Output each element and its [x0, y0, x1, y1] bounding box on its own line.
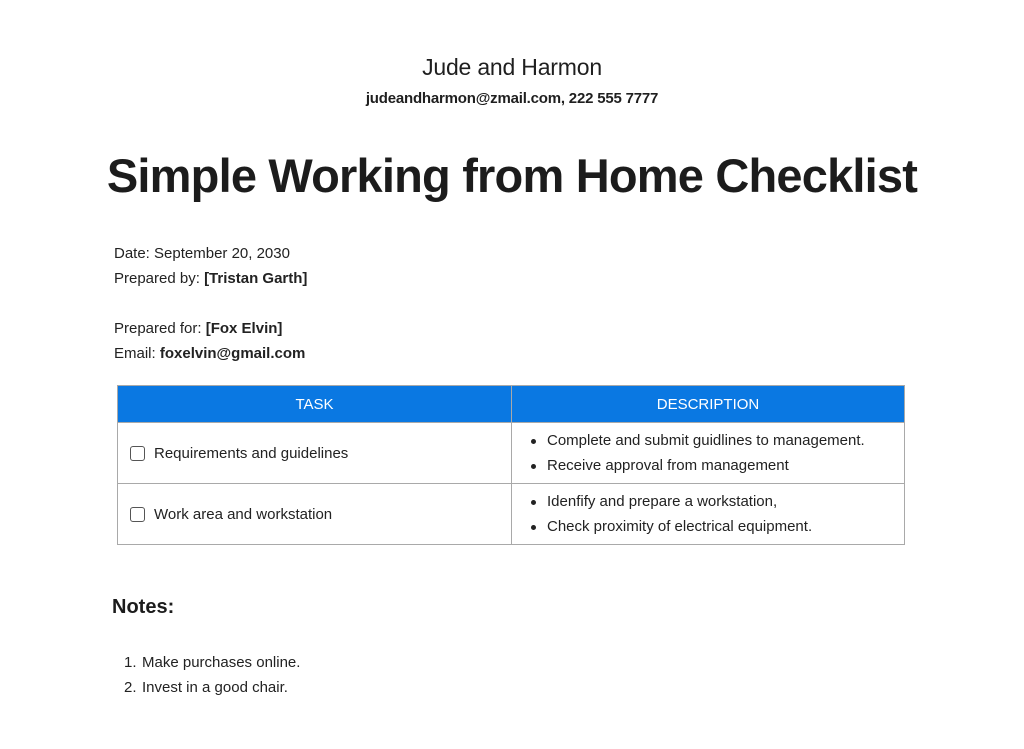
company-name: Jude and Harmon — [422, 54, 602, 80]
description-item: Idenfify and prepare a workstation, — [528, 489, 904, 514]
prepared-for-label: Prepared for: — [114, 320, 202, 337]
table-row — [118, 484, 905, 545]
prepared-by-label: Prepared by: — [114, 270, 200, 287]
note-item — [124, 675, 300, 700]
column-header-description: DESCRIPTION — [512, 386, 905, 423]
meta-email — [114, 345, 305, 362]
table-row — [118, 423, 905, 484]
email-value: foxelvin@gmail.com — [159, 345, 306, 362]
task-checkbox[interactable] — [130, 446, 145, 461]
company-contact: judeandharmon@zmail.com, 222 555 7777 — [365, 90, 659, 107]
task-label: Work area and workstation — [154, 505, 333, 523]
task-cell — [118, 484, 512, 545]
description-item: Receive approval from management — [528, 453, 904, 478]
meta-prepared-by — [114, 270, 307, 287]
note-number: 1. — [124, 654, 137, 671]
document-title: Simple Working from Home Checklist — [106, 149, 918, 202]
column-header-task: TASK — [118, 386, 512, 423]
prepared-by-value: [Tristan Garth] — [204, 270, 308, 287]
date-value: September 20, 2030 — [154, 245, 290, 262]
description-list — [528, 428, 904, 478]
prepared-for-value: [Fox Elvin] — [205, 320, 283, 337]
description-item: Complete and submit guidlines to management. — [528, 428, 904, 453]
note-number: 2. — [124, 679, 137, 696]
task-cell — [118, 423, 512, 484]
description-list — [528, 489, 904, 539]
meta-prepared-for — [114, 320, 282, 337]
note-text: Invest in a good chair. — [142, 679, 288, 696]
date-label: Date: — [114, 245, 150, 262]
email-label: Email: — [114, 345, 156, 362]
note-text: Make purchases online. — [142, 654, 301, 671]
task-checkbox[interactable] — [130, 507, 145, 522]
task-label: Requirements and guidelines — [154, 444, 349, 462]
description-cell — [512, 423, 905, 484]
meta-date — [114, 245, 290, 262]
note-item — [124, 650, 300, 675]
table-header-row — [118, 386, 905, 423]
notes-list — [124, 650, 300, 700]
description-cell — [512, 484, 905, 545]
checklist-table — [117, 385, 905, 545]
description-item: Check proximity of electrical equipment. — [528, 514, 904, 539]
notes-heading: Notes: — [112, 596, 175, 618]
